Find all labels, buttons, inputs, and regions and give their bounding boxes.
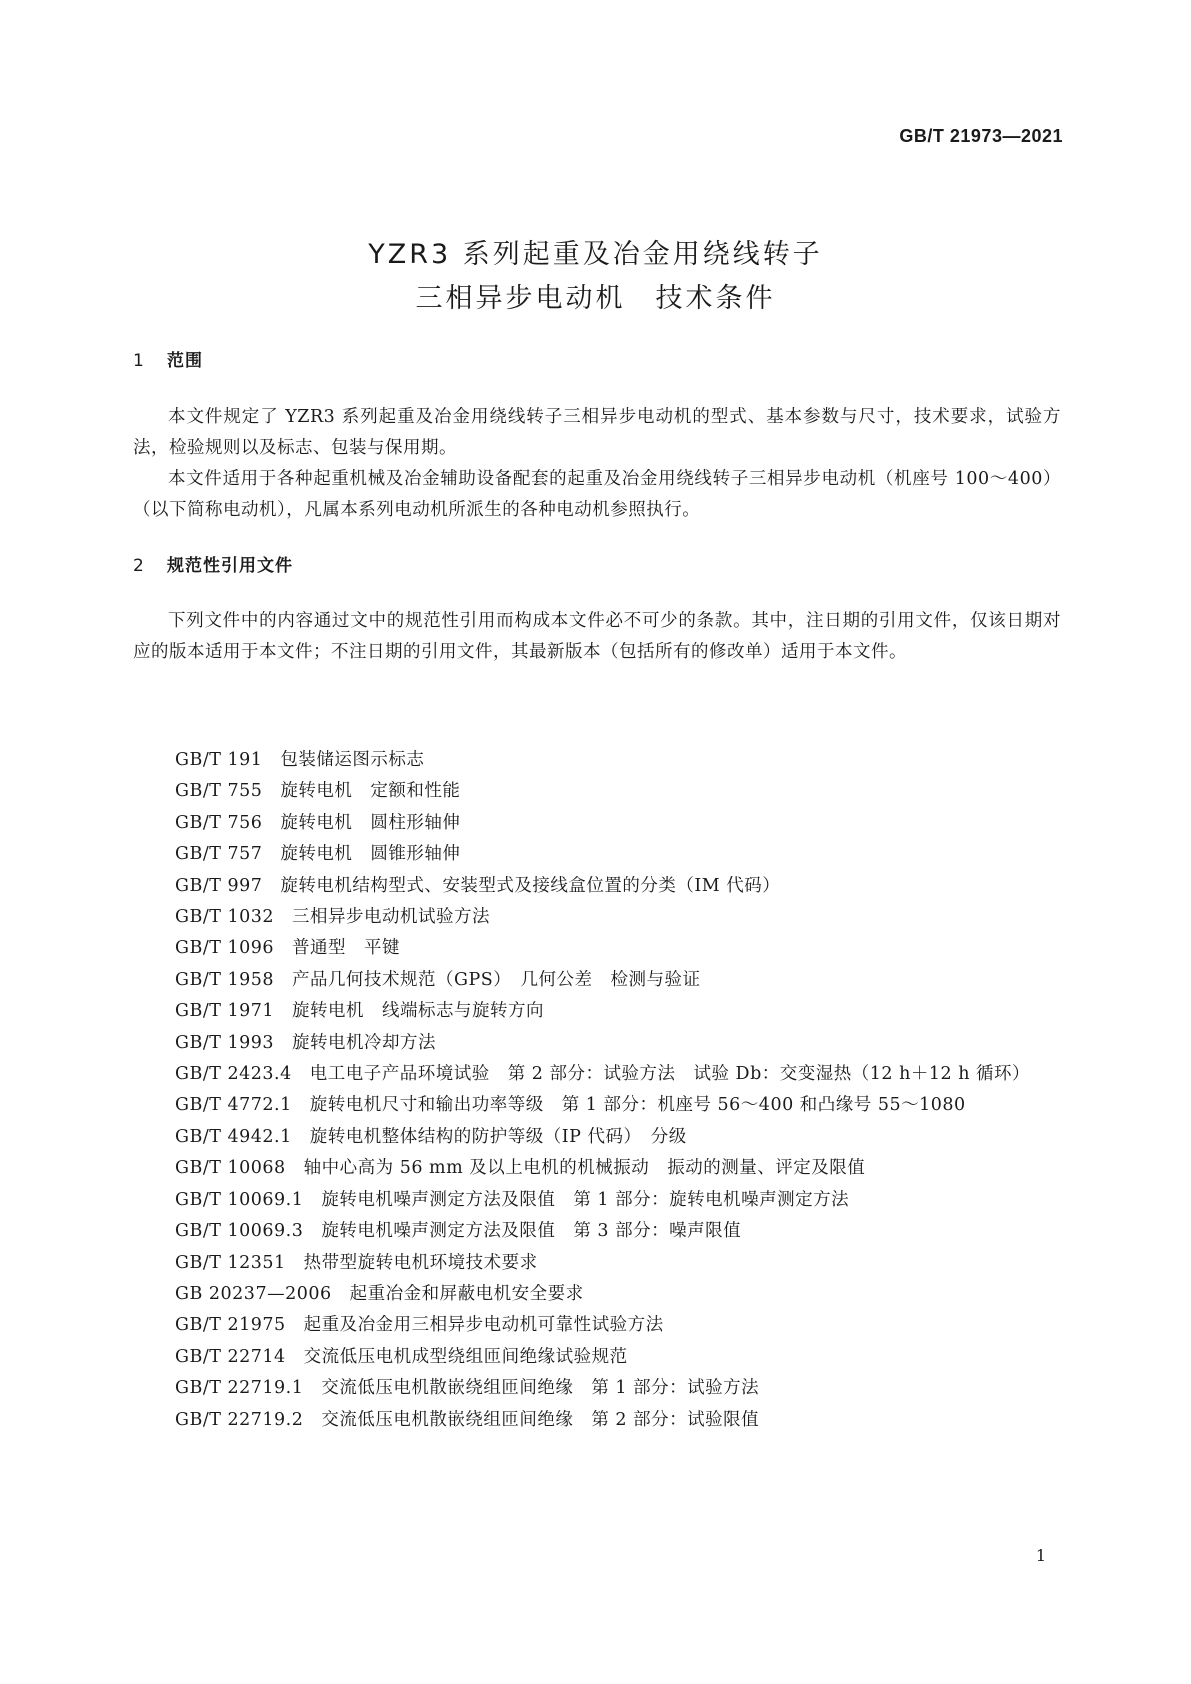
- reference-item: [133, 776, 1061, 807]
- reference-item: [133, 1405, 1061, 1436]
- document-title-line-2: 三相异步电动机 技术条件: [415, 283, 776, 314]
- reference-item: [133, 1373, 1061, 1404]
- reference-code: GB/T 1958: [175, 969, 275, 990]
- reference-item: [133, 1185, 1061, 1216]
- reference-title: 热带型旋转电机环境技术要求: [303, 1252, 538, 1273]
- section-title: 范围: [167, 351, 203, 371]
- reference-item: [133, 996, 1061, 1027]
- reference-code: GB/T 12351: [175, 1252, 286, 1273]
- reference-item: [133, 1248, 1061, 1279]
- reference-title: 旋转电机 线端标志与旋转方向: [292, 1001, 545, 1022]
- section-number: 2: [133, 556, 145, 576]
- section-2-heading: [133, 551, 293, 576]
- reference-title: 三相异步电动机试验方法: [292, 907, 491, 928]
- section-1-paragraph-1: 本文件规定了 YZR3 系列起重及冶金用绕线转子三相异步电动机的型式、基本参数与尺寸，技术要求，试验方法，检验规则以及标志、包装与保用期。: [133, 407, 1061, 458]
- reference-code: GB/T 10069.3: [175, 1221, 304, 1242]
- reference-code: GB/T 4772.1: [175, 1095, 292, 1116]
- reference-code: GB/T 1032: [175, 907, 275, 928]
- reference-item: [133, 902, 1061, 933]
- reference-item: [133, 1310, 1061, 1341]
- reference-title: 旋转电机整体结构的防护等级（IP 代码） 分级: [309, 1126, 687, 1147]
- reference-title: 电工电子产品环境试验 第 2 部分：试验方法 试验 Db：交变湿热（12 h＋12 h 循环）: [309, 1064, 1031, 1085]
- reference-code: GB/T 1993: [175, 1032, 275, 1053]
- reference-title: 交流低压电机散嵌绕组匝间绝缘 第 2 部分：试验限值: [321, 1409, 760, 1430]
- reference-code: GB/T 10069.1: [175, 1189, 304, 1210]
- reference-item: [133, 1342, 1061, 1373]
- reference-code: GB 20237—2006: [175, 1283, 332, 1304]
- reference-item: [133, 1153, 1061, 1184]
- section-2-paragraph-1: 下列文件中的内容通过文中的规范性引用而构成本文件必不可少的条款。其中，注日期的引用文件，仅该日期对应的版本适用于本文件；不注日期的引用文件，其最新版本（包括所有的修改单）适用于本文件。: [133, 611, 1061, 662]
- reference-title: 旋转电机 定额和性能: [280, 781, 461, 802]
- reference-code: GB/T 22714: [175, 1346, 286, 1367]
- section-title: 规范性引用文件: [167, 556, 293, 576]
- reference-title: 旋转电机 圆柱形轴伸: [280, 812, 461, 833]
- reference-code: GB/T 10068: [175, 1158, 286, 1179]
- section-number: 1: [133, 351, 145, 371]
- reference-item: [133, 1059, 1061, 1090]
- reference-item: [133, 1090, 1061, 1121]
- reference-title: 产品几何技术规范（GPS） 几何公差 检测与验证: [292, 969, 701, 990]
- reference-item: [133, 1028, 1061, 1059]
- reference-code: GB/T 757: [175, 844, 263, 865]
- reference-title: 包装储运图示标志: [280, 750, 425, 770]
- reference-item: [133, 1216, 1061, 1247]
- section-1-heading: [133, 346, 203, 371]
- reference-code: GB/T 756: [175, 812, 263, 833]
- reference-title: 旋转电机结构型式、安装型式及接线盒位置的分类（IM 代码）: [280, 875, 781, 896]
- document-title-line-1: YZR3 系列起重及冶金用绕线转子: [368, 239, 823, 270]
- reference-item: [133, 839, 1061, 870]
- reference-title: 起重冶金和屏蔽电机安全要求: [349, 1283, 584, 1304]
- reference-item: [133, 871, 1061, 902]
- reference-code: GB/T 2423.4: [175, 1064, 292, 1085]
- reference-title: 旋转电机 圆锥形轴伸: [280, 844, 461, 865]
- reference-code: GB/T 1971: [175, 1001, 275, 1022]
- reference-title: 旋转电机尺寸和输出功率等级 第 1 部分：机座号 56～400 和凸缘号 55～1080: [309, 1095, 966, 1116]
- reference-code: GB/T 4942.1: [175, 1126, 292, 1147]
- standard-code: GB/T 21973—2021: [899, 126, 1063, 146]
- reference-title: 普通型 平键: [292, 938, 401, 959]
- reference-code: GB/T 997: [175, 875, 263, 896]
- reference-item: [133, 1279, 1061, 1310]
- page-number: 1: [1035, 1546, 1046, 1565]
- reference-title: 起重及冶金用三相异步电动机可靠性试验方法: [303, 1315, 664, 1336]
- reference-code: GB/T 191: [175, 750, 263, 770]
- reference-code: GB/T 1096: [175, 938, 275, 959]
- reference-item: [133, 1122, 1061, 1153]
- reference-title: 旋转电机冷却方法: [292, 1032, 437, 1053]
- reference-title: 旋转电机噪声测定方法及限值 第 3 部分：噪声限值: [321, 1221, 742, 1242]
- reference-code: GB/T 21975: [175, 1315, 286, 1336]
- reference-item: [133, 808, 1061, 839]
- reference-title: 旋转电机噪声测定方法及限值 第 1 部分：旋转电机噪声测定方法: [321, 1189, 850, 1210]
- reference-code: GB/T 22719.1: [175, 1378, 304, 1399]
- normative-references-list: [133, 745, 1061, 1436]
- reference-title: 交流低压电机散嵌绕组匝间绝缘 第 1 部分：试验方法: [321, 1378, 760, 1399]
- reference-item: [133, 933, 1061, 964]
- reference-code: GB/T 22719.2: [175, 1409, 304, 1430]
- reference-item: [133, 965, 1061, 996]
- reference-code: GB/T 755: [175, 781, 263, 802]
- reference-title: 交流低压电机成型绕组匝间绝缘试验规范: [303, 1346, 628, 1367]
- reference-title: 轴中心高为 56 mm 及以上电机的机械振动 振动的测量、评定及限值: [303, 1158, 866, 1179]
- reference-item: [133, 745, 1061, 776]
- section-1-paragraph-2: 本文件适用于各种起重机械及冶金辅助设备配套的起重及冶金用绕线转子三相异步电动机（机座号 100～400）（以下简称电动机），凡属本系列电动机所派生的各种电动机参照执行。: [133, 469, 1061, 520]
